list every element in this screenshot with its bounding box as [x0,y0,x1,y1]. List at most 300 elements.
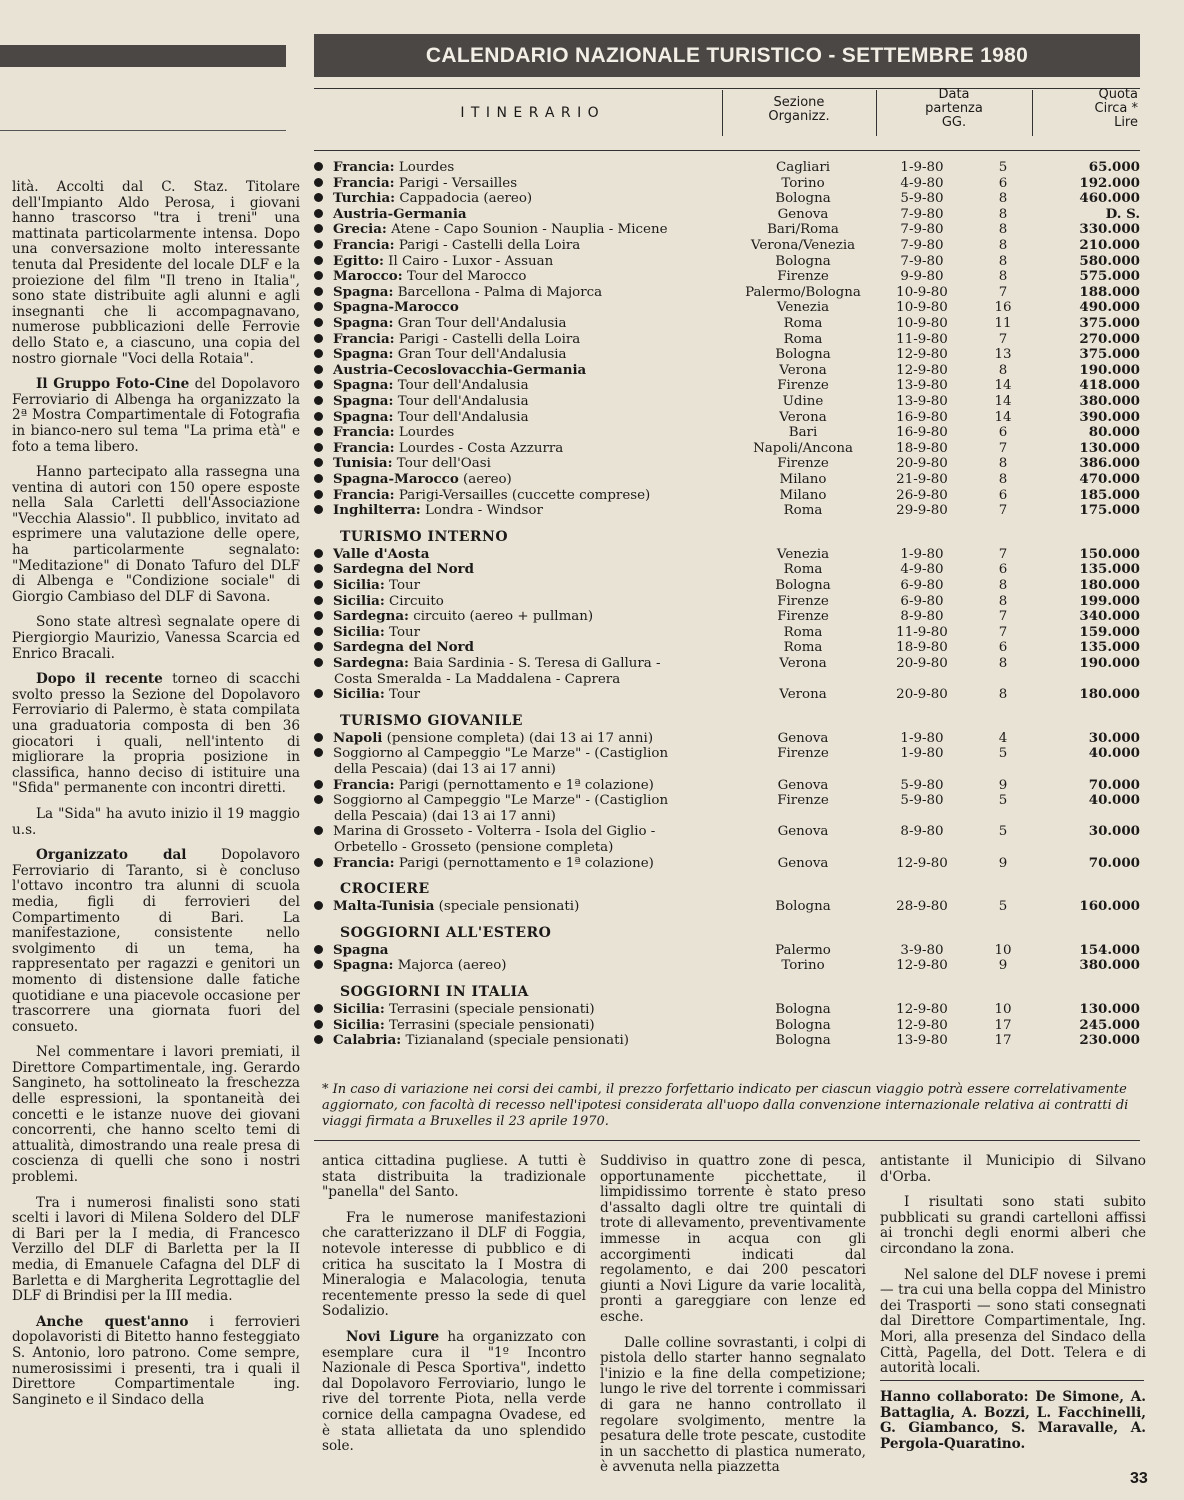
credits: Hanno collaborato: De Simone, A. Battaglia, A. Bozzi, L. Facchinelli, G. Giambanco, S. Maravalle, A. Pergola-Quaratino. [880,1389,1146,1452]
price-cell: 154.000 [1079,941,1140,958]
price-cell: 390.000 [1079,408,1140,425]
date-cell: 10-9-80 [896,300,948,316]
price-cell: 65.000 [1088,159,1140,175]
paragraph-text: Suddiviso in quattro zone di pesca, opportunamente picchettate, il limpidissimo torrente è stato preso d'assalto dagli oltre tre quintali di trote di allevamento, preventivamente immesse in acqua con gli accorgimenti indicati dal regolamento, e dai 200 pescatori giunti a Novi Ligure da varie località, pronti a gareggiare con lenze ed esche. [600,1153,866,1325]
paragraph [12,1315,300,1409]
price-cell: 375.000 [1079,315,1140,331]
date-cell: 12-9-80 [896,958,948,974]
days-cell: 7 [998,624,1008,640]
paragraph [12,465,300,605]
itinerary-cell [314,238,724,254]
itinerary-cell [314,347,724,363]
date-cell: 5-9-80 [900,777,944,793]
price-cell: 130.000 [1079,1001,1140,1017]
itinerary-text: Atene - Capo Sounion - Nauplia - Micene [386,222,668,238]
days-cell: 8 [998,456,1008,472]
itinerary-cell [314,410,724,426]
section-cell: Genova [777,824,829,840]
destination-bold: Sicilia: [333,1001,385,1017]
price-cell: 190.000 [1079,361,1140,378]
price-cell: 340.000 [1079,608,1140,625]
section-cell: Venezia [776,300,830,316]
header-divider-2 [876,90,877,136]
itinerary-cell-cont: della Pescaia) (dai 13 ai 17 anni) [334,808,556,824]
footnote: * In caso di variazione nei corsi dei cambi, il prezzo forfettario indicato per ciascun viaggio potrà essere correlativamente aggiornato, con facoltà di recesso nell'ipotesi considerata all'uopo dalla convenzione internazionale relativa ai contratti di viaggi firmata a Bruxelles il 23 aprile 1970. [322,1082,1129,1129]
itinerary-cell [314,363,724,379]
price-cell: 386.000 [1079,455,1140,472]
days-cell: 5 [998,160,1008,175]
itinerary-cell [314,562,724,578]
left-header-bar [0,45,286,67]
paragraph-text: Dalle colline sovrastanti, i colpi di pistola dello starter hanno segnalato l'inizio e la fine della competizione; lungo le rive del torrente i commissari di gara ne hanno controllato il regolare svolgimento, mentre la pesatura delle trote pescate, custodite in un sacchetto di plastica numerato, è avvenuta nella piazzetta [600,1334,866,1476]
price-cell: 230.000 [1079,1032,1140,1049]
bullet-icon [314,564,323,573]
bullet-icon [314,1035,323,1044]
bullet-icon [314,858,323,867]
itinerary-cell [314,300,724,316]
destination-bold: Spagna: [333,408,394,425]
price-cell: 70.000 [1088,854,1140,871]
days-cell: 9 [998,777,1008,793]
section-cell: Firenze [777,456,829,472]
bullet-icon [314,380,323,389]
date-cell: 1-9-80 [900,160,944,175]
price-cell: 380.000 [1079,957,1140,974]
days-cell: 10 [994,1002,1012,1017]
days-cell: 17 [994,1033,1012,1049]
section-cell: Torino [781,958,825,974]
section-cell: Bologna [775,1002,831,1017]
destination-bold: Sicilia: [333,686,385,703]
itinerary-cell [314,285,724,301]
section-cell: Bologna [775,899,831,915]
date-cell: 16-9-80 [896,425,948,441]
itinerary-text: Tizianaland (speciale pensionati) [401,1033,630,1049]
destination-bold: Sardegna: [333,608,410,625]
itinerary-cell [314,222,724,238]
price-cell: 199.000 [1079,592,1140,609]
date-cell: 12-9-80 [896,1002,948,1017]
section-title: TURISMO GIOVANILE [340,712,523,729]
itinerary-cell [314,640,724,656]
price-cell: 192.000 [1079,174,1140,191]
paragraph-lead: Dopo il recente [36,671,163,688]
itinerary-text: Parigi - Castelli della Loira [394,331,581,347]
destination-bold: Spagna: [333,346,394,363]
date-cell: 7-9-80 [900,206,944,222]
destination-bold: Sardegna: [333,655,410,671]
paragraph [880,1154,1146,1185]
section-cell: Napoli/Ancona [753,440,853,456]
itinerary-cell [314,856,724,872]
section-cell: Udine [782,394,824,409]
section-cell: Roma [783,624,823,640]
itinerary-text: Majorca (aereo) [393,958,507,974]
itinerary-cell [314,378,724,394]
destination-bold: Sardegna del Nord [333,561,474,578]
date-cell: 16-9-80 [896,409,948,425]
section-cell: Venezia [776,546,830,562]
destination-bold: Spagna: [333,315,394,331]
date-cell: 11-9-80 [896,624,948,640]
bullet-icon [314,474,323,483]
date-cell: 8-9-80 [900,824,944,840]
destination-bold: Francia: [333,174,395,191]
days-cell: 8 [998,362,1008,378]
days-cell: 8 [998,222,1008,238]
section-cell: Verona/Venezia [750,238,856,253]
destination-bold: Spagna: [333,957,394,974]
date-cell: 4-9-80 [900,562,944,578]
date-cell: 21-9-80 [896,472,948,487]
bullet-icon [314,780,323,789]
header-divider-3 [1032,90,1033,136]
date-cell: 12-9-80 [896,1017,948,1033]
price-cell: 380.000 [1079,393,1140,409]
itinerary-text: Tour dell'Andalusia [393,394,529,409]
destination-bold: Sicilia: [333,1016,385,1033]
bullet-icon [314,427,323,436]
itinerary-cell [314,899,724,915]
section-cell: Torino [781,175,825,191]
itinerary-text: Il Cairo - Luxor - Assuan [383,253,554,269]
days-cell: 17 [994,1017,1012,1033]
paragraph-lead: Organizzato dal [36,847,187,864]
date-cell: 9-9-80 [900,269,944,285]
itinerary-text: Lourdes - Costa Azzurra [394,440,564,456]
bullet-icon [314,826,323,835]
itinerary-text: (pensione completa) (dai 13 ai 17 anni) [382,730,654,746]
date-cell: 7-9-80 [900,253,944,269]
days-cell: 6 [998,487,1008,503]
page-number: 33 [1130,1470,1148,1487]
days-cell: 5 [998,746,1008,762]
section-cell: Roma [783,640,823,656]
itinerary-text: Parigi (pernottamento e 1ª colazione) [394,855,654,871]
itinerary-cell [314,547,724,563]
section-cell: Bologna [775,578,831,593]
date-cell: 28-9-80 [896,899,948,915]
paragraph-text: Fra le numerose manifestazioni che caratterizzano il DLF di Foggia, notevole interesse di pubblico e di critica ha suscitato la I Mostra di Mineralogia e Malacologia, tenuta recentemente presso la sede di quel Sodalizio. [322,1209,586,1320]
section-title: CROCIERE [340,881,430,898]
paragraph [600,1336,866,1476]
bullet-icon [314,658,323,667]
itinerary-text: Terrasini (speciale pensionati) [384,1017,595,1033]
price-cell: 210.000 [1079,237,1140,253]
paragraph [12,807,300,838]
table-bottom-rule [314,1140,1140,1141]
section-cell: Firenze [777,378,829,394]
days-cell: 8 [998,253,1008,269]
destination-bold: Sicilia: [333,623,385,640]
header-quota-line3: Lire [1114,115,1138,130]
section-cell: Verona [779,656,827,671]
bullet-icon [314,412,323,421]
price-cell: 130.000 [1079,439,1140,456]
itinerary-text: Cappadocia (aereo) [395,191,533,207]
itinerary-cell [314,425,724,441]
paragraph-text: I risultati sono stati subito pubblicati su grandi cartelloni affissi ai tronchi degli enormi alberi che circondano la zona. [880,1194,1146,1257]
section-title: SOGGIORNI ALL'ESTERO [340,924,552,941]
section-cell: Bari/Roma [767,222,839,238]
paragraph-text: antistante il Municipio di Silvano d'Orba. [880,1153,1146,1185]
price-cell: 180.000 [1079,686,1140,703]
header-quota-line1: Quota [1098,87,1138,102]
price-cell: 470.000 [1079,471,1140,487]
itinerary-cell [314,943,724,959]
section-cell: Bologna [775,1033,831,1049]
header-data [878,88,1030,130]
date-cell: 12-9-80 [896,362,948,378]
paragraph-text: del Dopolavoro Ferroviario di Albenga ha organizzato la 2ª Mostra Compartimentale di Fotografia in bianco-nero sul tema "La prima età" e foto a tema libero. [12,376,300,455]
price-cell: 460.000 [1079,190,1140,207]
paragraph [12,180,300,367]
destination-bold: Grecia: [333,221,387,238]
bullet-icon [314,209,323,218]
bullet-icon [314,287,323,296]
credits-rule [880,1380,1144,1381]
header-itinerario: I T I N E R A R I O [460,105,600,121]
bullet-icon [314,795,323,804]
bullet-icon [314,505,323,514]
itinerary-cell [314,1033,724,1049]
itinerary-text: Circuito [384,593,444,609]
destination-bold: Egitto: [333,252,384,269]
days-cell: 8 [998,238,1008,253]
date-cell: 12-9-80 [896,855,948,871]
price-cell: 180.000 [1079,577,1140,593]
section-cell: Roma [783,562,823,578]
price-cell: 30.000 [1088,823,1140,840]
date-cell: 5-9-80 [900,793,944,809]
itinerary-text: Soggiorno al Campeggio "Le Marze" - (Castiglion [333,793,669,809]
destination-bold: Spagna-Marocco [333,471,459,487]
section-cell: Bologna [775,253,831,269]
bullet-icon [314,240,323,249]
date-cell: 10-9-80 [896,316,948,331]
section-cell: Roma [783,331,823,347]
bullet-icon [314,689,323,698]
date-cell: 13-9-80 [896,378,948,394]
bullet-icon [314,318,323,327]
date-cell: 12-9-80 [896,347,948,363]
days-cell: 9 [998,855,1008,871]
itinerary-text: Gran Tour dell'Andalusia [393,316,567,331]
itinerary-cell [314,332,724,348]
bullet-icon [314,733,323,742]
date-cell: 8-9-80 [900,609,944,625]
days-cell: 8 [998,269,1008,285]
itinerary-cell [314,778,724,794]
price-cell: 150.000 [1079,545,1140,562]
section-cell: Genova [777,206,829,222]
date-cell: 3-9-80 [900,942,944,958]
left-article-column [12,180,300,1418]
paragraph [322,1154,586,1201]
paragraph-text: ha organizzato con esemplare cura il "1º Incontro Nazionale di Pesca Sportiva", indetto dal Dopolavoro Ferroviario, lungo le rive del torrente Piota, nella verde cornice della campagna Ovadese, ed è stata allietata da uno splendido sole. [322,1328,586,1455]
section-cell: Firenze [777,609,829,625]
itinerary-text: Tour [384,578,421,593]
date-cell: 20-9-80 [896,687,948,703]
paragraph [12,377,300,455]
destination-bold: Spagna: [333,283,394,300]
price-cell: 40.000 [1088,745,1140,762]
paragraph-text: Hanno partecipato alla rassegna una ventina di autori con 150 opere esposte nella Sala Carletti dell'Associazione "Vecchia Alassio". Il pubblico, invitato ad esprimere una valutazione delle opere, ha particolarmente segnalato: "Meditazione" di Donato Tafuro del DLF di Albenga e "Condizione sociale" di Giorgio Cambiaso del DLF di Savona. [12,464,300,605]
paragraph-text: Nel salone del DLF novese i premi — tra cui una bella coppa del Ministro dei Trasporti — sono stati consegnati dal Direttore Compartimentale, Ing. Mori, alla presenza del Sindaco della Città, Pagella, del Dott. Telera e di autorità locali. [880,1266,1146,1377]
bullet-icon [314,642,323,651]
price-cell: 490.000 [1079,299,1140,316]
section-cell: Bologna [775,1017,831,1033]
itinerary-text: Tour [384,687,421,703]
destination-bold: Francia: [333,776,395,793]
bullet-icon [314,901,323,910]
date-cell: 13-9-80 [896,1033,948,1049]
itinerary-text: Barcellona - Palma di Majorca [393,284,603,300]
paragraph [880,1268,1146,1377]
itinerary-cell-cont: Orbetello - Grosseto (pensione completa) [334,839,614,855]
days-cell: 4 [998,730,1008,746]
itinerary-cell [314,269,724,285]
days-cell: 8 [998,578,1008,593]
destination-bold: Sicilia: [333,592,385,609]
section-cell: Verona [779,362,827,378]
price-cell: 270.000 [1079,330,1140,347]
days-cell: 6 [998,562,1008,578]
paragraph-text: lità. Accolti dal C. Staz. Titolare dell'Impianto Aldo Perosa, i giovani hanno trascorso "tra i treni" una mattinata particolarmente intensa. Dopo una conversazione molto interessante tenuta dal Presidente del locale DLF e la proiezione del film "Il treno in Italia", sono state distribuite agli alunni e agli insegnanti che li accompagnavano, numerose pubblicazioni delle Ferrovie dello Stato e, a ciascuno, una copia del nostro giornale "Voci della Rotaia". [12,179,300,367]
paragraph-text: Sono state altresì segnalate opere di Piergiorgio Maurizio, Vanessa Scarcia ed Enrico Bracali. [12,614,300,662]
date-cell: 7-9-80 [900,238,944,253]
price-cell: 160.000 [1079,898,1140,915]
price-cell: 30.000 [1088,729,1140,746]
itinerary-cell [314,1018,724,1034]
date-cell: 1-9-80 [900,730,944,746]
destination-bold: Valle d'Aosta [333,545,430,562]
header-data-line2: partenza [925,101,983,116]
bullet-icon [314,302,323,311]
section-cell: Palermo [775,942,831,958]
article-column-3 [600,1154,866,1486]
section-cell: Palermo/Bologna [745,284,861,300]
paragraph [880,1195,1146,1257]
itinerary-text: Parigi - Versailles [394,175,518,191]
itinerary-text: (speciale pensionati) [434,899,580,915]
itinerary-cell [314,578,724,594]
bullet-icon [314,549,323,558]
price-cell: 375.000 [1079,346,1140,363]
date-cell: 13-9-80 [896,394,948,409]
paragraph-text: torneo di scacchi svolto presso la Sezione del Dopolavoro Ferroviario di Palermo, è stata compilata una graduatoria composta di ben 36 giocatori i quali, nell'intento di migliorare la propria posizione in classifica, hanno deciso di istituire una "Sfida" permanente con incontri diretti. [12,671,300,797]
price-cell: 330.000 [1079,221,1140,238]
itinerary-text: Baia Sardinia - S. Teresa di Gallura - [409,656,661,671]
paragraph [12,848,300,1035]
date-cell: 10-9-80 [896,284,948,300]
itinerary-cell [314,254,724,270]
destination-bold: Francia: [333,439,395,456]
itinerary-cell [314,625,724,641]
header-divider-1 [722,90,723,136]
destination-bold: Spagna [333,941,389,958]
paragraph [322,1211,586,1320]
days-cell: 7 [998,546,1008,562]
bullet-icon [314,396,323,405]
paragraph-lead: Il Gruppo Foto-Cine [36,376,190,393]
itinerary-text: (aereo) [458,472,512,487]
itinerary-cell [314,746,724,762]
paragraph [12,1045,300,1185]
itinerary-text: Tour [384,624,421,640]
days-cell: 7 [998,503,1008,519]
destination-bold: Spagna: [333,393,394,409]
itinerary-cell-cont: della Pescaia) (dai 13 ai 17 anni) [334,761,556,777]
destination-bold: Malta-Tunisia [333,898,435,915]
date-cell: 18-9-80 [896,440,948,456]
section-cell: Verona [779,687,827,703]
days-cell: 7 [998,440,1008,456]
paragraph-lead: Anche quest'anno [36,1313,189,1330]
bullet-icon [314,960,323,969]
bullet-icon [314,443,323,452]
date-cell: 26-9-80 [896,487,948,503]
section-cell: Firenze [777,793,829,809]
section-cell: Milano [779,472,827,487]
bullet-icon [314,596,323,605]
bullet-icon [314,580,323,589]
itinerary-text: Londra - Windsor [420,503,543,519]
price-cell: 185.000 [1079,486,1140,503]
article-column-4 [880,1154,1146,1387]
price-cell: 580.000 [1079,252,1140,269]
section-title: TURISMO INTERNO [340,528,509,545]
itinerary-text: Terrasini (speciale pensionati) [384,1002,595,1017]
days-cell: 7 [998,609,1008,625]
section-cell: Cagliari [775,160,831,175]
days-cell: 8 [998,687,1008,703]
price-cell: 418.000 [1079,377,1140,394]
destination-bold: Francia: [333,159,395,175]
days-cell: 10 [994,942,1012,958]
date-cell: 1-9-80 [900,746,944,762]
destination-bold: Francia: [333,424,395,441]
bullet-icon [314,945,323,954]
bullet-icon [314,193,323,202]
destination-bold: Spagna: [333,377,394,394]
days-cell: 11 [994,316,1012,331]
bullet-icon [314,349,323,358]
destination-bold: Francia: [333,486,395,503]
days-cell: 16 [994,300,1012,316]
itinerary-cell [314,687,724,703]
destination-bold: Sicilia: [333,577,385,593]
days-cell: 8 [998,206,1008,222]
price-cell: 40.000 [1088,792,1140,809]
destination-bold: Tunisia: [333,455,393,472]
days-cell: 8 [998,191,1008,207]
itinerary-cell [314,394,724,410]
itinerary-cell-cont: Costa Smeralda - La Maddalena - Caprera [334,671,621,687]
itinerary-cell [314,503,724,519]
date-cell: 29-9-80 [896,503,948,519]
paragraph-text: i ferrovieri dopolavoristi di Bitetto hanno festeggiato S. Antonio, loro patrono. Come sempre, numerosissimi i presenti, tra i quali il Direttore Compartimentale ing. Sangineto e il Sindaco della [12,1313,301,1408]
bullet-icon [314,178,323,187]
itinerary-text: Tour del Marocco [402,269,527,285]
price-cell: 135.000 [1079,639,1140,656]
date-cell: 7-9-80 [900,222,944,238]
days-cell: 6 [998,640,1008,656]
calendar-banner: CALENDARIO NAZIONALE TURISTICO - SETTEMBRE 1980 [314,34,1140,77]
section-cell: Milano [779,487,827,503]
date-cell: 5-9-80 [900,191,944,207]
destination-bold: Austria-Germania [333,205,467,222]
